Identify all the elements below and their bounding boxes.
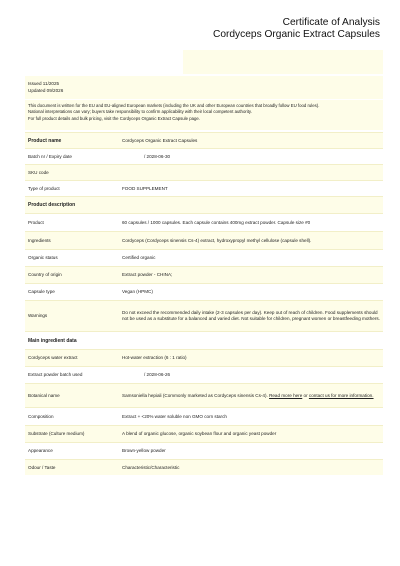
row-value: 60 capsules / 1000 capsules. Each capsule contains 400mg extract powder. Capsule size #0 — [122, 219, 311, 225]
row-value: A blend of organic glucose, organic soybean flour and organic yeast powder — [122, 431, 277, 436]
table-row — [25, 349, 383, 366]
sku-value — [119, 165, 383, 180]
table-row — [25, 425, 383, 442]
product-name-heading: Product name — [28, 137, 62, 144]
contact-us-link[interactable]: contact us for more information. — [308, 392, 374, 398]
disclaimer-line-3: For full product details and bulk pricing, visit the Cordyceps Organic Extract Capsule page. — [28, 115, 200, 121]
table-row — [25, 283, 383, 300]
row-value: Do not exceed the recommended daily intake (2-3 capsules per day). Keep out of reach of children. Food supplements should not be used as a substitute for a balanced and varied diet. Not suitable for children, pregnant women or breastfeeding mothers. — [122, 310, 380, 321]
issue-dates — [25, 76, 383, 99]
row-value: Vegan (HPMC) — [122, 289, 153, 294]
row-label: Composition — [28, 413, 54, 419]
type-row — [25, 180, 383, 196]
row-label: Appearance — [28, 448, 53, 453]
type-label: Type of product — [28, 185, 60, 191]
row-label: Botanical name — [28, 392, 60, 398]
table-row — [25, 213, 383, 231]
product-name-row — [25, 132, 383, 148]
row-value: Hot-water extraction (6 : 1 ratio) — [122, 355, 187, 360]
batch-row — [25, 148, 383, 164]
section-heading: Main ingredient data — [28, 337, 77, 344]
document-title — [213, 17, 380, 41]
batch-value: / 2028-06-30 — [144, 153, 171, 159]
title-line-2: Cordyceps Organic Extract Capsules — [212, 29, 380, 40]
updated-date: Updated 09/2026 — [28, 88, 64, 93]
row-label: Odour / Taste — [28, 464, 56, 470]
row-value: Extract + <20% water soluble non GMO corn starch — [122, 413, 227, 419]
disclaimer-line-1: This document is written for the EU and EU-aligned European markets (including the UK and other European countries that broadly follow EU food rules). — [28, 103, 320, 108]
row-label: Organic status — [28, 255, 58, 260]
row-label: Warnings — [28, 313, 48, 318]
sku-label: SKU code — [28, 169, 49, 175]
table-row — [25, 266, 383, 283]
row-label: Extract powder batch used — [28, 372, 83, 377]
row-label: Product — [28, 219, 44, 225]
row-label: Capsule type — [28, 289, 55, 294]
row-value: / 2028-06-26 — [144, 372, 171, 377]
table-row — [25, 442, 383, 459]
table-row — [25, 366, 383, 383]
sku-row — [25, 164, 383, 180]
row-label: Substrate (Culture medium) — [28, 431, 85, 436]
header-band — [183, 50, 383, 74]
product-name-value: Cordyceps Organic Extract Capsules — [122, 137, 198, 143]
row-value: Brown-yellow powder — [122, 448, 166, 453]
row-value: Cordyceps (Cordyceps sinensis Cs-4) extract, hydroxypropyl methyl cellulose (capsule shell). — [122, 237, 312, 243]
table-row — [25, 407, 383, 425]
section-product-description — [25, 196, 383, 213]
type-value: FOOD SUPPLEMENT — [122, 185, 168, 191]
title-line-1: Certificate of Analysis — [282, 17, 380, 28]
batch-label: Batch nr / Expiry date — [28, 153, 72, 159]
table-row — [25, 459, 383, 475]
row-value: Certified organic — [122, 255, 156, 260]
row-label: Cordyceps water extract — [28, 355, 78, 360]
table-row — [25, 300, 383, 331]
issued-date: Issued 11/2025 Updated 09/2026 — [28, 81, 64, 93]
row-value: Extract powder - CHINA; — [122, 272, 173, 277]
section-main-ingredient — [25, 331, 383, 349]
row-label: Ingredients — [28, 237, 51, 243]
row-label: Country of origin — [28, 272, 62, 277]
read-more-link[interactable]: Read more here — [269, 392, 303, 398]
table-row — [25, 383, 383, 407]
disclaimer-line-2: National interpretations can vary; buyers take responsibility to confirm applicability with their local competent authority. — [28, 109, 252, 115]
table-row — [25, 231, 383, 249]
coa-table — [25, 132, 383, 475]
table-row — [25, 249, 383, 266]
row-value: Samsoniella hepiali (Commonly marketed as Cordyceps sinensis Cs-4). Read more here or contact us for more information. — [122, 392, 374, 398]
disclaimer — [25, 100, 383, 130]
section-heading: Product description — [28, 202, 76, 208]
row-value: Characteristic/Characteristic — [122, 464, 180, 470]
